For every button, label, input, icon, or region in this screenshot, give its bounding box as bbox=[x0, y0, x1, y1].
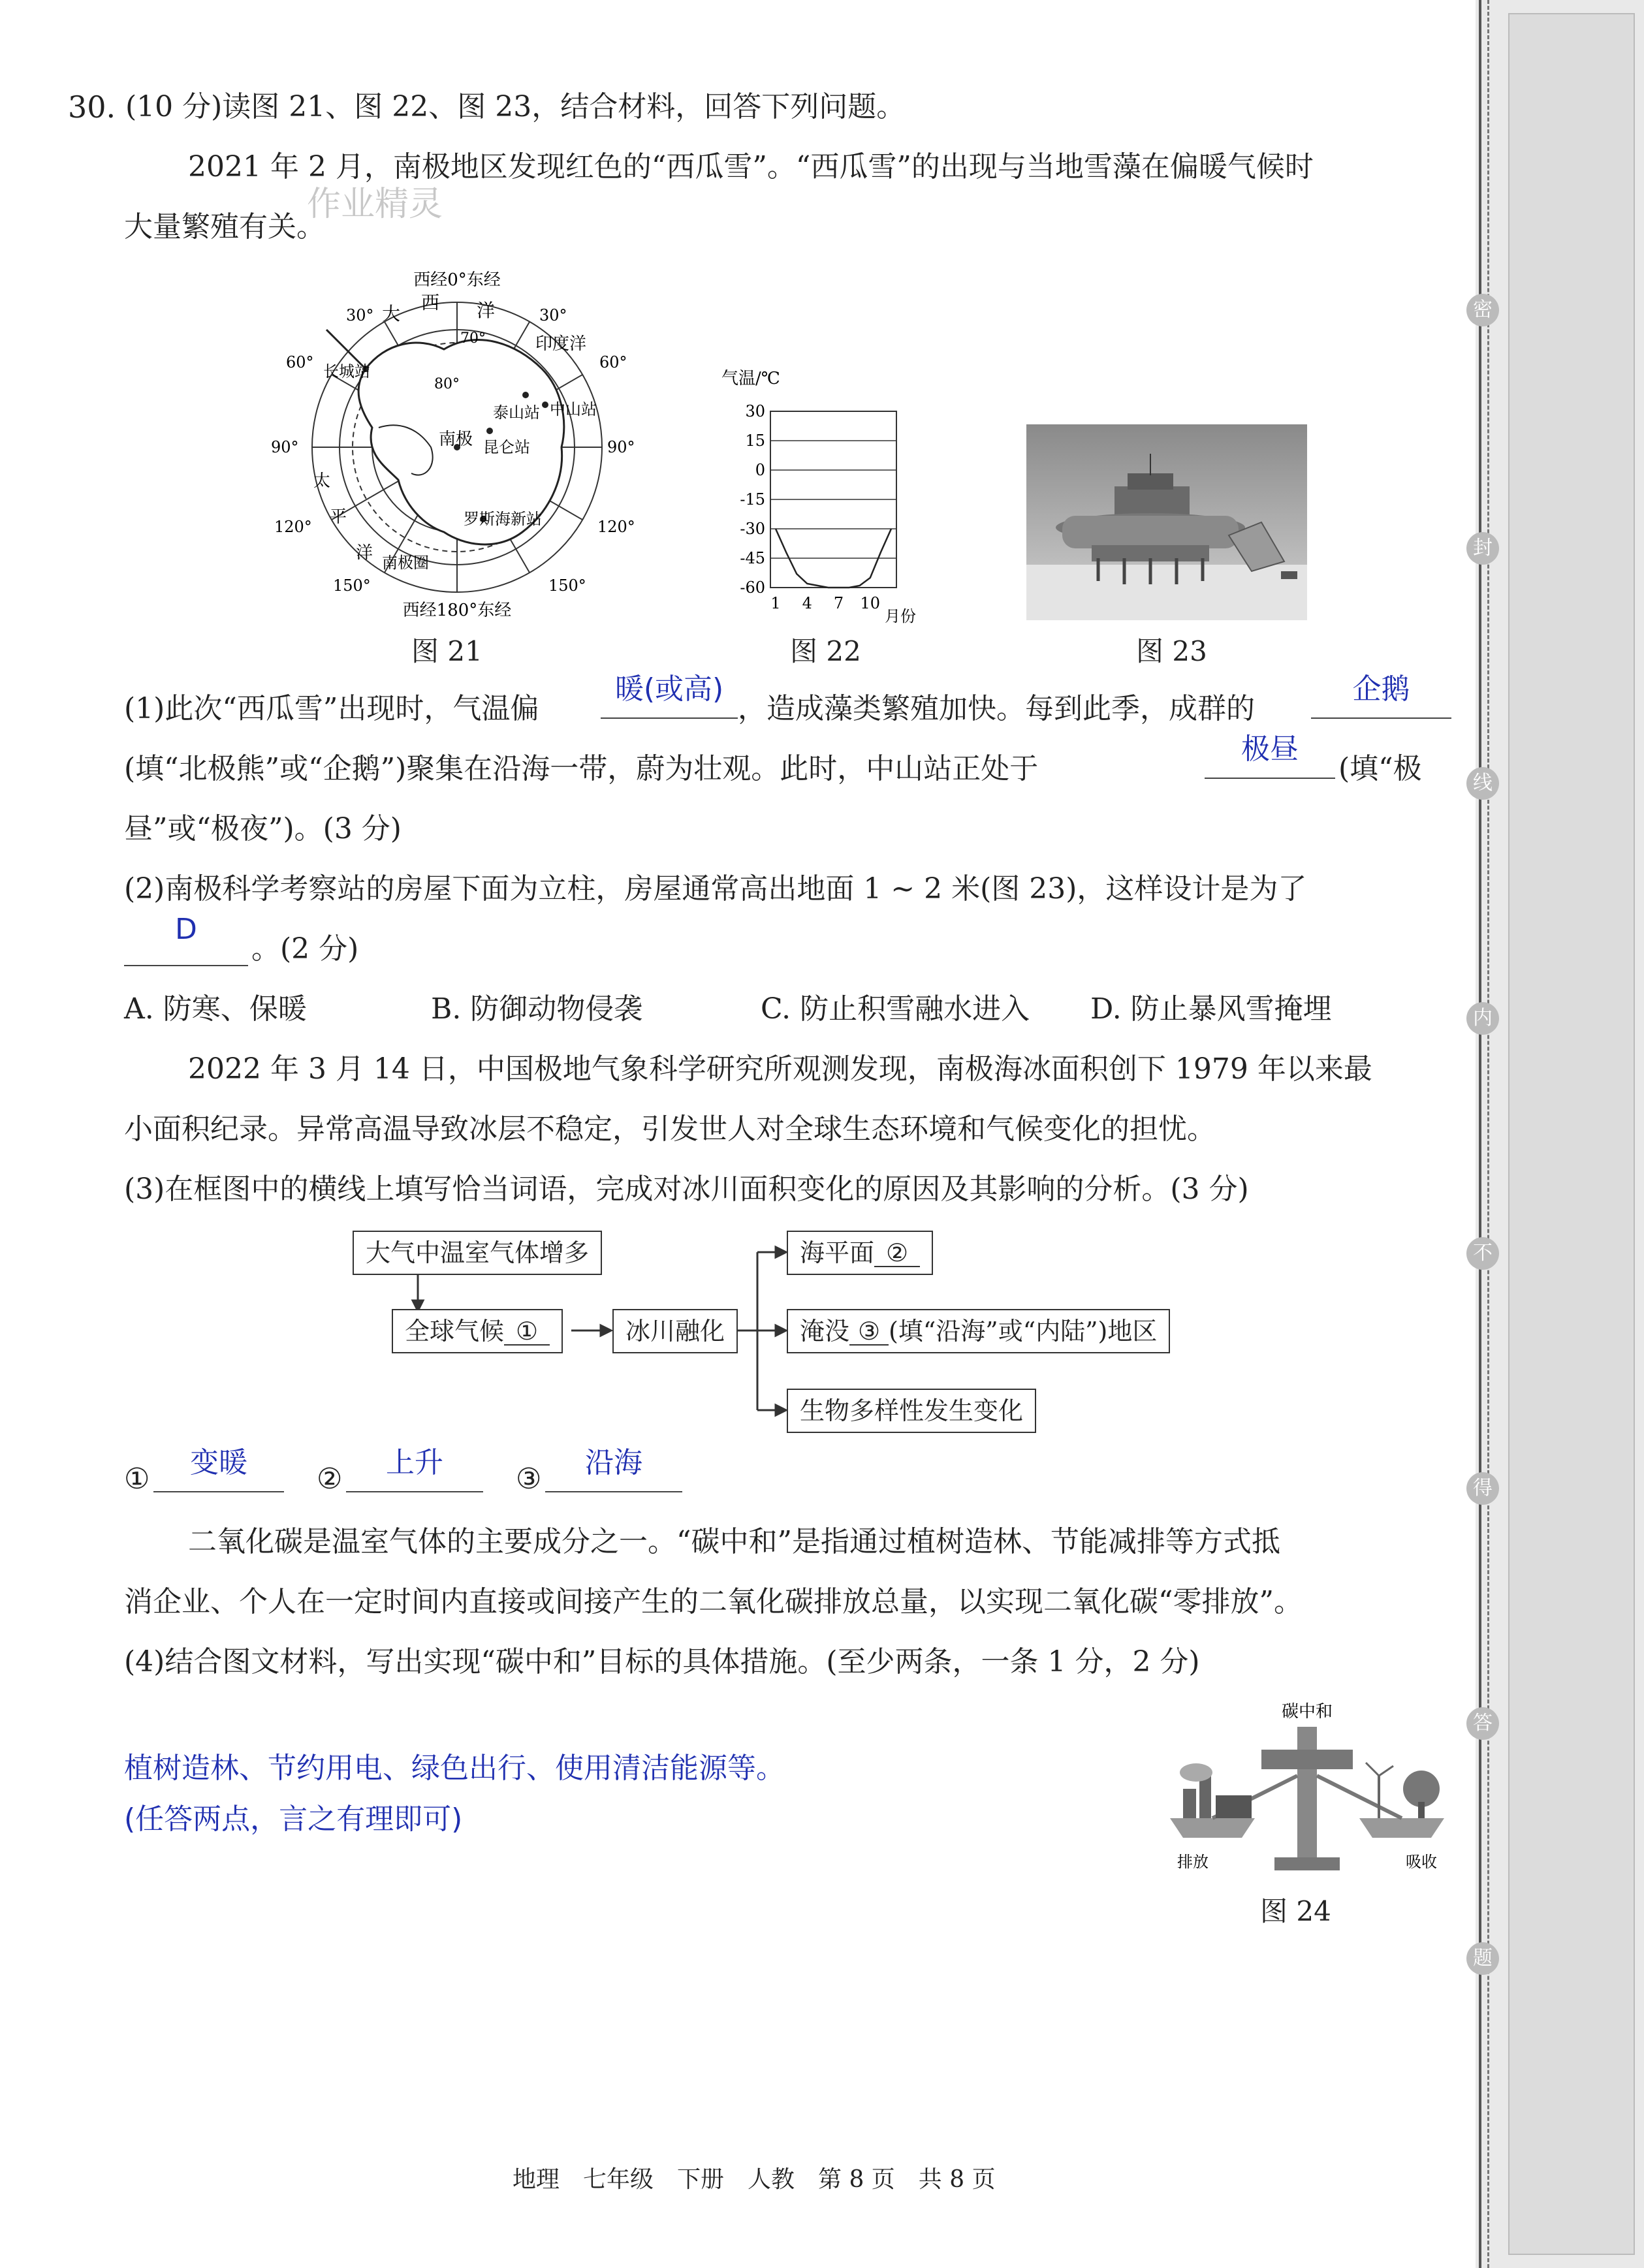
fig24-left-label: 排放 bbox=[1177, 1853, 1209, 1871]
map-bottom-label: 西经180°东经 bbox=[402, 601, 512, 620]
chart-ytick-label: 30 bbox=[745, 402, 765, 420]
margin-seal: 得 bbox=[1466, 1472, 1499, 1505]
lon-label: 120° bbox=[597, 518, 635, 536]
box-flooding: 淹没 ③ (填“沿海”或“内陆”)地区 bbox=[787, 1309, 1170, 1353]
box-sea-level: 海平面 ② bbox=[787, 1231, 933, 1275]
chart-xtick-label: 7 bbox=[833, 594, 844, 612]
lat-80-label: 80° bbox=[434, 376, 460, 392]
q1-answer2: 企鹅 bbox=[1352, 672, 1410, 706]
q1-part3: (填“北极熊”或“企鹅”)聚集在沿海一带，蔚为壮观。此时，中山站正处于 bbox=[124, 752, 1039, 785]
chart-ytick-label: -45 bbox=[740, 549, 765, 567]
binding-dashed-line bbox=[1487, 0, 1489, 2268]
q1-answer3: 极昼 bbox=[1241, 732, 1299, 766]
fig24-top-label: 碳中和 bbox=[1281, 1702, 1333, 1722]
q3-answer-mark3: ③ bbox=[516, 1462, 542, 1496]
lon-label: 30° bbox=[539, 306, 567, 324]
ocean-pacific-3: 洋 bbox=[356, 543, 373, 563]
q1-part4: (填“极 bbox=[1338, 752, 1422, 785]
q4-answer-1: 植树造林、节约用电、绿色出行、使用清洁能源等。 bbox=[124, 1752, 785, 1785]
q1-blank2 bbox=[1311, 672, 1451, 719]
intro-line-2: 大量繁殖有关。 bbox=[124, 210, 325, 244]
station-changcheng: 长城站 bbox=[323, 362, 370, 381]
map-top-label: 西经0°东经 bbox=[413, 270, 501, 290]
margin-seal: 线 bbox=[1466, 767, 1499, 800]
chart-ytick-label: 0 bbox=[755, 461, 765, 479]
chart-ytick-label: -60 bbox=[740, 578, 765, 597]
page-footer: 地理 七年级 下册 人教 第 8 页 共 8 页 bbox=[513, 2166, 996, 2193]
lon-label: 30° bbox=[346, 306, 374, 324]
station-ross: 罗斯海新站 bbox=[464, 510, 542, 528]
station-taishan: 泰山站 bbox=[493, 403, 540, 422]
chart-xtick-label: 1 bbox=[770, 594, 781, 612]
margin-seal: 封 bbox=[1466, 532, 1499, 565]
margin-seal: 答 bbox=[1466, 1707, 1499, 1740]
q2-line1: (2)南极科学考察站的房屋下面为立柱，房屋通常高出地面 1 ~ 2 米(图 23)，这样设计是为了 bbox=[124, 872, 1307, 906]
chart-ylabel: 气温/℃ bbox=[721, 369, 780, 388]
ocean-pacific-2: 平 bbox=[330, 507, 347, 527]
box-greenhouse-gases: 大气中温室气体增多 bbox=[353, 1231, 602, 1275]
q3-blank3 bbox=[545, 1446, 682, 1492]
margin-seal: 题 bbox=[1466, 1942, 1499, 1975]
box-biodiversity: 生物多样性发生变化 bbox=[787, 1389, 1036, 1433]
q4-answer-2: (任答两点，言之有理即可) bbox=[124, 1803, 463, 1836]
figure-23-caption: 图 23 bbox=[1136, 635, 1207, 667]
q2-answer: D bbox=[175, 913, 197, 946]
q2-blank bbox=[124, 913, 248, 966]
chart-xunit: 月份 bbox=[885, 607, 916, 625]
figure-24-caption: 图 24 bbox=[1260, 1895, 1331, 1927]
box-global-climate: 全球气候 ① bbox=[392, 1309, 563, 1353]
antarctic-circle-label: 南极圈 bbox=[382, 554, 429, 572]
q2-tail: 。(2 分) bbox=[251, 932, 359, 966]
material2-line1: 2022 年 3 月 14 日，中国极地气象科学研究所观测发现，南极海冰面积创下 1979 年以来最 bbox=[188, 1052, 1372, 1086]
material2-line2: 小面积纪录。异常高温导致冰层不稳定，引发世人对全球生态环境和气候变化的担忧。 bbox=[124, 1112, 1216, 1146]
intro-line-1: 2021 年 2 月，南极地区发现红色的“西瓜雪”。“西瓜雪”的出现与当地雪藻在偏暖气候时 bbox=[188, 150, 1314, 183]
binding-line bbox=[1479, 0, 1481, 2268]
material3-line2: 消企业、个人在一定时间内直接或间接产生的二氧化碳排放总量，以实现二氧化碳“零排放”。 bbox=[124, 1585, 1303, 1618]
figure-23-station-photo bbox=[1026, 424, 1307, 620]
lon-label: 60° bbox=[599, 353, 627, 371]
chart-xtick-label: 10 bbox=[860, 594, 881, 612]
watermark: 作业精灵 bbox=[307, 185, 443, 224]
q2-option-a: A. 防寒、保暖 bbox=[124, 992, 307, 1026]
ocean-atlantic-1: 大 bbox=[382, 303, 401, 324]
ocean-atlantic-3: 洋 bbox=[477, 300, 496, 321]
q3-blank2 bbox=[346, 1446, 483, 1492]
figure-24-carbon-balance bbox=[1163, 1697, 1451, 1880]
margin-seal: 内 bbox=[1466, 1002, 1499, 1035]
margin-seal: 不 bbox=[1466, 1237, 1499, 1270]
lon-label: 120° bbox=[274, 518, 312, 536]
q2-option-b: B. 防御动物侵袭 bbox=[431, 992, 643, 1026]
q1-part2: ，造成藻类繁殖加快。每到此季，成群的 bbox=[738, 692, 1255, 725]
lon-label: 150° bbox=[548, 576, 586, 595]
figure-22-temperature-chart bbox=[715, 366, 930, 627]
ocean-pacific-1: 太 bbox=[313, 471, 331, 491]
chart-ytick-label: 15 bbox=[745, 432, 765, 450]
station-kunlun: 昆仑站 bbox=[483, 438, 530, 456]
q1-part5: 昼”或“极夜”)。(3 分) bbox=[124, 812, 402, 845]
figure-21-caption: 图 21 bbox=[411, 635, 482, 667]
q1-part1: (1)此次“西瓜雪”出现时，气温偏 bbox=[124, 692, 539, 725]
material3-line1: 二氧化碳是温室气体的主要成分之一。“碳中和”是指通过植树造林、节能减排等方式抵 bbox=[188, 1525, 1280, 1558]
q1-blank1 bbox=[601, 672, 738, 719]
lat-70-label: 70° bbox=[460, 330, 486, 347]
q2-option-d: D. 防止暴风雪掩埋 bbox=[1090, 992, 1332, 1026]
q3-answer-mark2: ② bbox=[317, 1462, 343, 1496]
q2-option-c: C. 防止积雪融水进入 bbox=[761, 992, 1030, 1026]
q3-answer1: 变暖 bbox=[190, 1446, 247, 1479]
q3-answer3: 沿海 bbox=[585, 1446, 642, 1479]
ocean-atlantic-2: 西 bbox=[421, 292, 440, 313]
q3-answer-mark1: ① bbox=[124, 1462, 150, 1496]
q4-stem: (4)结合图文材料，写出实现“碳中和”目标的具体措施。(至少两条，一条 1 分，2 分) bbox=[124, 1645, 1200, 1678]
chart-xtick-label: 4 bbox=[802, 594, 812, 612]
question-header: (10 分)读图 21、图 22、图 23，结合材料，回答下列问题。 bbox=[125, 90, 906, 123]
lon-label: 90° bbox=[607, 438, 635, 456]
station-zhongshan: 中山站 bbox=[550, 400, 597, 418]
box-glacier-melting: 冰川融化 bbox=[612, 1309, 738, 1353]
ocean-indian: 印度洋 bbox=[535, 334, 587, 354]
question-number: 30. bbox=[68, 89, 116, 125]
lon-label: 150° bbox=[333, 576, 371, 595]
q3-blank1 bbox=[153, 1446, 284, 1492]
figure-21-antarctica-map bbox=[268, 258, 646, 623]
binding-margin bbox=[1476, 0, 1644, 2268]
figure-22-caption: 图 22 bbox=[790, 635, 861, 667]
q3-stem: (3)在框图中的横线上填写恰当词语，完成对冰川面积变化的原因及其影响的分析。(3 分) bbox=[124, 1173, 1249, 1206]
south-pole-label: 南极 bbox=[439, 430, 473, 449]
q3-answer2: 上升 bbox=[386, 1446, 443, 1479]
chart-ytick-label: -30 bbox=[740, 520, 765, 538]
chart-ytick-label: -15 bbox=[740, 490, 765, 509]
q1-blank3 bbox=[1205, 732, 1335, 779]
fig24-right-label: 吸收 bbox=[1406, 1853, 1437, 1871]
lon-label: 90° bbox=[271, 438, 299, 456]
margin-seal: 密 bbox=[1466, 294, 1499, 326]
q1-answer1: 暖(或高) bbox=[614, 672, 724, 706]
lon-label: 60° bbox=[286, 353, 314, 371]
